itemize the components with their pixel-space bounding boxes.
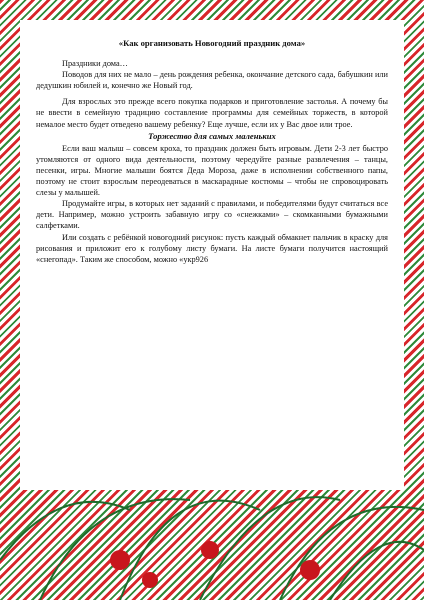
paragraph: Праздники дома… — [62, 59, 128, 69]
section-subtitle: Торжество для самых маленьких — [148, 130, 276, 141]
paragraph: Если ваш малыш – совсем кроха, то праздник должен быть игровым. Дети 2-3 лет быстро утомляются от одного вида деятельности, поэтому чередуйте разные развлечения – танцы, песенки, игры. Многие малыши боятся Деда Мороза, даже в исполнении собственного папы, поэтому не стоит взрослым переодеваться в маскарадные костюмы – чтобы не спровоцировать слезы у малышей. — [36, 143, 388, 198]
document-body — [36, 38, 388, 265]
document-title: «Как организовать Новогодний праздник дома» — [118, 38, 306, 48]
christmas-decoration — [0, 440, 424, 600]
paragraph: Продумайте игры, в которых нет заданий с правилами, и победителями будут считаться все дети. Например, можно устроить забавную игру со «снежками» – скомканными бумажными салфетками. — [36, 199, 388, 231]
paragraph: Поводов для них не мало – день рождения ребенка, окончание детского сада, бабушкин или дедушкин юбилей и, конечно же Новый год. — [36, 70, 388, 91]
paragraph: Для взрослых это прежде всего покупка подарков и приготовление застолья. А почему бы не ввести в семейную традицию составление программы для семейных торжеств, в которой немалое место будет отведено вашему ребенку? Еще лучше, если их у Вас двое или трое. — [36, 97, 388, 129]
paragraph: Или создать с ребёнкой новогодний рисунок: пусть каждый обмакнет пальчик в краску для рисования и приложит его к голубому листу бумаги. На листе бумаги получится настоящий «снегопад». Таким же способом, можно «укр926 — [36, 232, 388, 264]
